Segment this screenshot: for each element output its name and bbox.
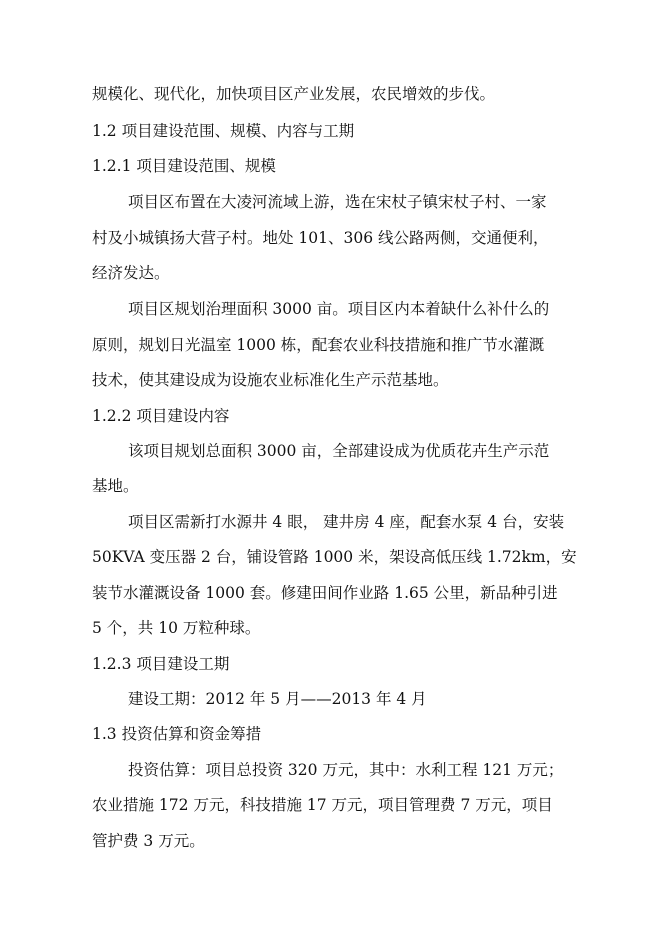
paragraph-line: 项目区规划治理面积 3000 亩。项目区内本着缺什么补什么的 [128,300,550,318]
section-heading-1-3: 1.3 投资估算和资金筹措 [92,725,262,743]
paragraph-line: 投资估算：项目总投资 320 万元，其中：水利工程 121 万元； [128,761,564,779]
paragraph-line: 该项目规划总面积 3000 亩，全部建设成为优质花卉生产示范 [128,442,550,460]
section-heading-1-2: 1.2 项目建设范围、规模、内容与工期 [92,122,355,140]
paragraph-line: 5 个，共 10 万粒种球。 [92,619,261,637]
paragraph-line: 管护费 3 万元。 [92,832,205,850]
paragraph-line: 农业措施 172 万元，科技措施 17 万元，项目管理费 7 万元，项目 [92,796,553,814]
subsection-heading-1-2-1: 1.2.1 项目建设范围、规模 [92,157,276,175]
paragraph-continuation-line: 规模化、现代化，加快项目区产业发展，农民增效的步伐。 [92,85,496,103]
paragraph-line: 50KVA 变压器 2 台，铺设管路 1000 米，架设高低压线 1.72km，安 [92,548,577,566]
subsection-heading-1-2-3: 1.2.3 项目建设工期 [92,655,230,673]
paragraph-line: 项目区需新打水源井 4 眼， 建井房 4 座，配套水泵 4 台，安装 [128,513,565,531]
paragraph-line: 建设工期：2012 年 5 月——2013 年 4 月 [128,690,427,708]
paragraph-line: 技术，使其建设成为设施农业标准化生产示范基地。 [92,371,449,389]
paragraph-line: 基地。 [92,477,139,495]
paragraph-line: 装节水灌溉设备 1000 套。修建田间作业路 1.65 公里，新品种引进 [92,584,558,602]
paragraph-line: 经济发达。 [92,264,170,282]
paragraph-line: 项目区布置在大凌河流域上游，选在宋杖子镇宋杖子村、一家 [128,193,547,211]
paragraph-line: 村及小城镇扬大营子村。地处 101、306 线公路两侧，交通便利， [92,229,549,247]
paragraph-line: 原则，规划日光温室 1000 栋，配套农业科技措施和推广节水灌溉 [92,336,545,354]
subsection-heading-1-2-2: 1.2.2 项目建设内容 [92,407,230,425]
